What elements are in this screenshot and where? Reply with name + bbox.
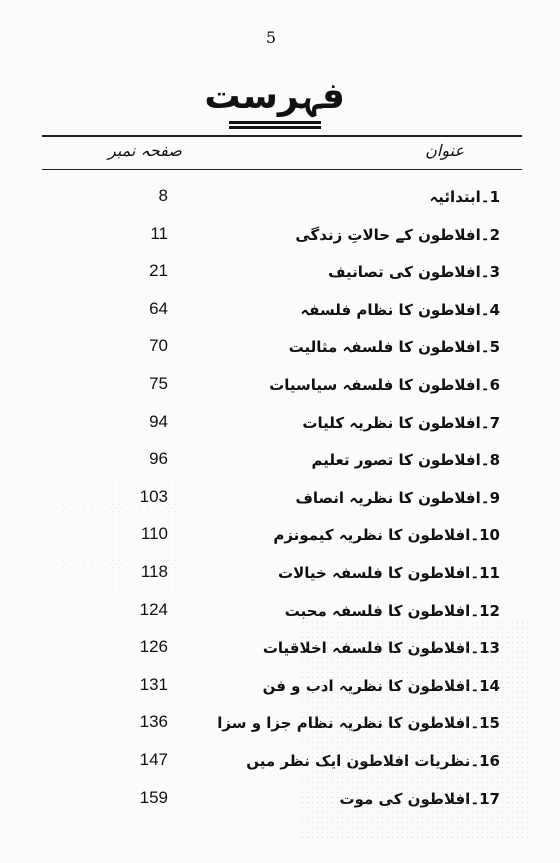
toc-row bbox=[0, 406, 560, 444]
toc-page-number: 96 bbox=[149, 449, 168, 469]
toc-entry-title: 8۔افلاطون کا تصور تعلیم bbox=[311, 451, 500, 470]
toc-row bbox=[0, 556, 560, 594]
toc-entry-title: 15۔افلاطون کا نظریہ نظام جزا و سزا bbox=[217, 714, 500, 733]
toc-entry-title: 3۔افلاطون کی تصانیف bbox=[328, 263, 500, 282]
toc-row bbox=[0, 218, 560, 256]
toc-entry-title: 7۔افلاطون کا نظریہ کلیات bbox=[302, 413, 500, 432]
toc-page-number: 147 bbox=[139, 749, 168, 769]
toc-page-number: 159 bbox=[139, 787, 168, 807]
toc-entry-title: 17۔افلاطون کی موت bbox=[339, 789, 500, 808]
toc-row bbox=[0, 631, 560, 669]
toc-entry-title: 2۔افلاطون کے حالاتِ زندگی bbox=[295, 225, 500, 244]
toc-page-number: 75 bbox=[149, 373, 168, 393]
toc-page-number: 103 bbox=[139, 486, 168, 506]
table-of-contents bbox=[0, 180, 560, 819]
toc-row bbox=[0, 330, 560, 368]
toc-page-number: 110 bbox=[140, 524, 168, 544]
toc-entry-title: 5۔افلاطون کا فلسفہ مثالیت bbox=[288, 338, 500, 357]
toc-page-number: 8 bbox=[158, 186, 168, 205]
toc-row bbox=[0, 594, 560, 632]
toc-entry-title: 4۔افلاطون کا نظام فلسفہ bbox=[300, 300, 500, 319]
toc-page-number: 11 bbox=[150, 223, 168, 243]
page-title: فہرست bbox=[204, 76, 345, 117]
toc-page-number: 94 bbox=[149, 411, 168, 431]
header-bottom-rule bbox=[42, 169, 522, 170]
toc-entry-title: 13۔افلاطون کا فلسفہ اخلاقیات bbox=[262, 639, 500, 658]
toc-row bbox=[0, 481, 560, 519]
toc-row bbox=[0, 293, 560, 331]
toc-page-number: 126 bbox=[139, 637, 168, 657]
toc-page-number: 136 bbox=[139, 712, 168, 732]
toc-entry-title: 16۔نظریات افلاطون ایک نظر میں bbox=[246, 751, 500, 770]
toc-page-number: 118 bbox=[140, 561, 168, 581]
toc-page-number: 124 bbox=[139, 599, 168, 619]
header-top-rule bbox=[42, 135, 522, 137]
toc-entry-title: 9۔افلاطون کا نظریہ انصاف bbox=[295, 488, 500, 507]
toc-row bbox=[0, 443, 560, 481]
toc-row bbox=[0, 180, 560, 218]
column-header-title: عنوان bbox=[425, 141, 464, 160]
toc-row bbox=[0, 518, 560, 556]
toc-entry-title: 12۔افلاطون کا فلسفہ محبت bbox=[284, 601, 500, 620]
toc-page-number: 21 bbox=[149, 261, 168, 281]
title-block bbox=[205, 75, 345, 124]
toc-row bbox=[0, 782, 560, 820]
toc-page-number: 131 bbox=[139, 674, 168, 694]
toc-row bbox=[0, 255, 560, 293]
toc-row bbox=[0, 669, 560, 707]
toc-page-number: 64 bbox=[149, 298, 168, 318]
toc-entry-title: 11۔افلاطون کا فلسفہ خیالات bbox=[278, 563, 500, 582]
column-header-page: صفحہ نمبر bbox=[108, 141, 182, 160]
toc-entry-title: 6۔افلاطون کا فلسفہ سیاسیات bbox=[269, 375, 500, 394]
page-number: 5 bbox=[265, 28, 277, 47]
toc-entry-title: 10۔افلاطون کا نظریہ کیمونزم bbox=[273, 526, 500, 545]
toc-row bbox=[0, 368, 560, 406]
toc-page-number: 70 bbox=[149, 336, 168, 356]
title-underline bbox=[229, 121, 321, 124]
toc-entry-title: 1۔ابتدائیہ bbox=[429, 188, 500, 206]
toc-row bbox=[0, 706, 560, 744]
toc-entry-title: 14۔افلاطون کا نظریہ ادب و فن bbox=[262, 676, 500, 695]
toc-row bbox=[0, 744, 560, 782]
